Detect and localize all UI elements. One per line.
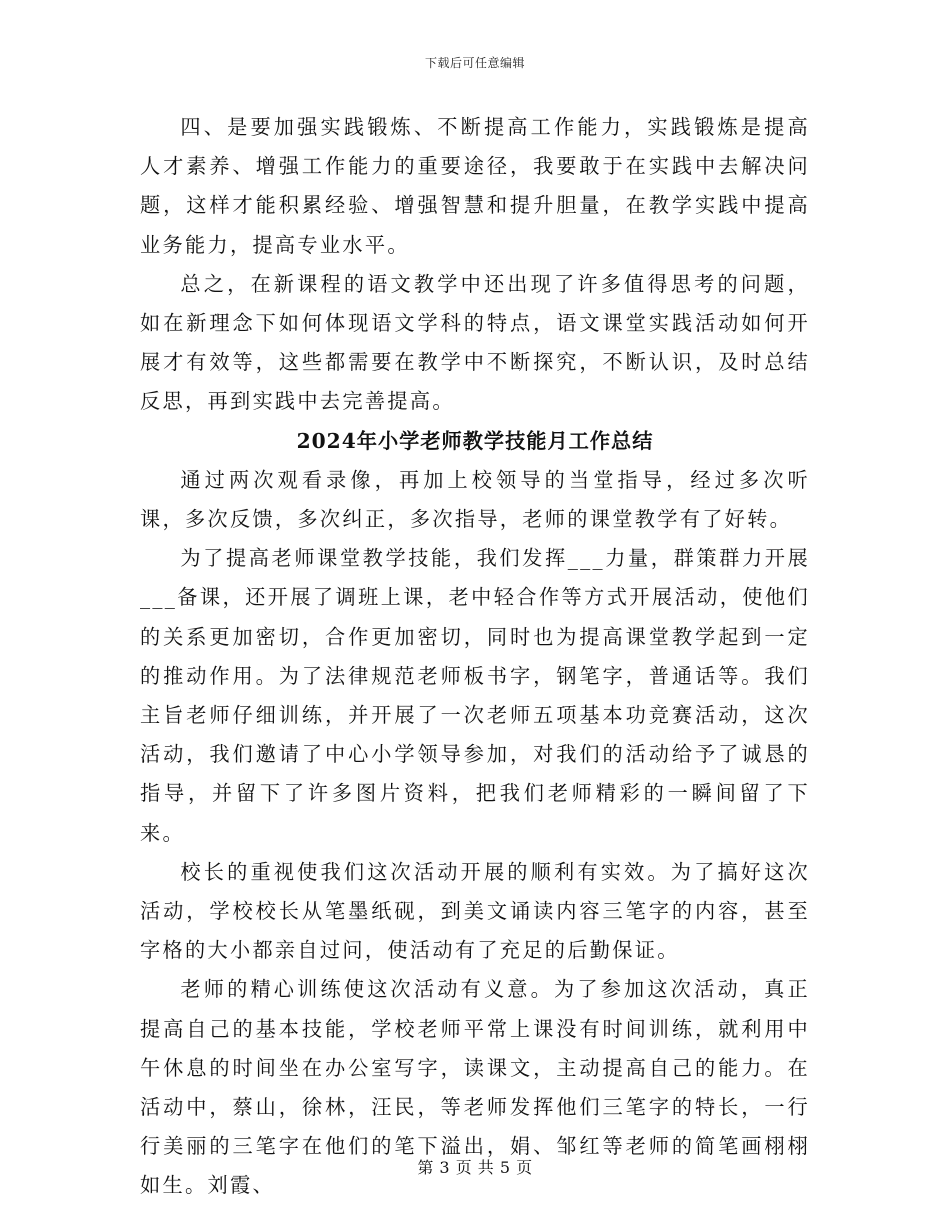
page-footer: 第 3 页 共 5 页 [417, 1158, 533, 1177]
page-header: 下载后可任意编辑 [424, 56, 525, 70]
paragraph-observation: 通过两次观看录像，再加上校领导的当堂指导，经过多次听课，多次反馈，多次纠正，多次指导，老师的课堂教学有了好转。 [140, 467, 810, 532]
paragraph-practice: 四、是要加强实践锻炼、不断提高工作能力，实践锻炼是提高人才素养、增强工作能力的重要途径，我要敢于在实践中去解决问题，这样才能积累经验、增强智慧和提升胆量，在教学实践中提高业务能力，提高专业水平。 [140, 115, 810, 257]
paragraph-principal: 校长的重视使我们这次活动开展的顺利有实效。为了搞好这次活动，学校校长从笔墨纸砚，到美文诵读内容三笔字的内容，甚至字格的大小都亲自过问，使活动有了充足的后勤保证。 [140, 859, 810, 963]
section-title: 2024年小学老师教学技能月工作总结 [296, 428, 654, 453]
paragraph-training: 老师的精心训练使这次活动有义意。为了参加这次活动，真正提高自己的基本技能，学校老师平常上课没有时间训练，就利用中午休息的时间坐在办公室写字，读课文，主动提高自己的能力。在活动中，蔡山，徐林，汪民，等老师发挥他们三笔字的特长，一行行美丽的三笔字在他们的笔下溢出，娟、邹红等老师的简笔画栩栩如生。刘霞、 [140, 977, 810, 1198]
paragraph-skills: 为了提高老师课堂教学技能，我们发挥___力量，群策群力开展___备课，还开展了调班上课，老中轻合作等方式开展活动，使他们的关系更加密切，合作更加密切，同时也为提高课堂教学起到一定的推动作用。为了法律规范老师板书字，钢笔字，普通话等。我们主旨老师仔细训练，并开展了一次老师五项基本功竞赛活动，这次活动，我们邀请了中心小学领导参加，对我们的活动给予了诚恳的指导，并留下了许多图片资料，把我们老师精彩的一瞬间留了下来。 [140, 546, 810, 845]
document-body [140, 108, 810, 1206]
paragraph-summary: 总之，在新课程的语文教学中还出现了许多值得思考的问题，如在新理念下如何体现语文学科的特点，语文课堂实践活动如何开展才有效等，这些都需要在教学中不断探究，不断认识，及时总结反思，再到实践中去完善提高。 [140, 271, 810, 414]
